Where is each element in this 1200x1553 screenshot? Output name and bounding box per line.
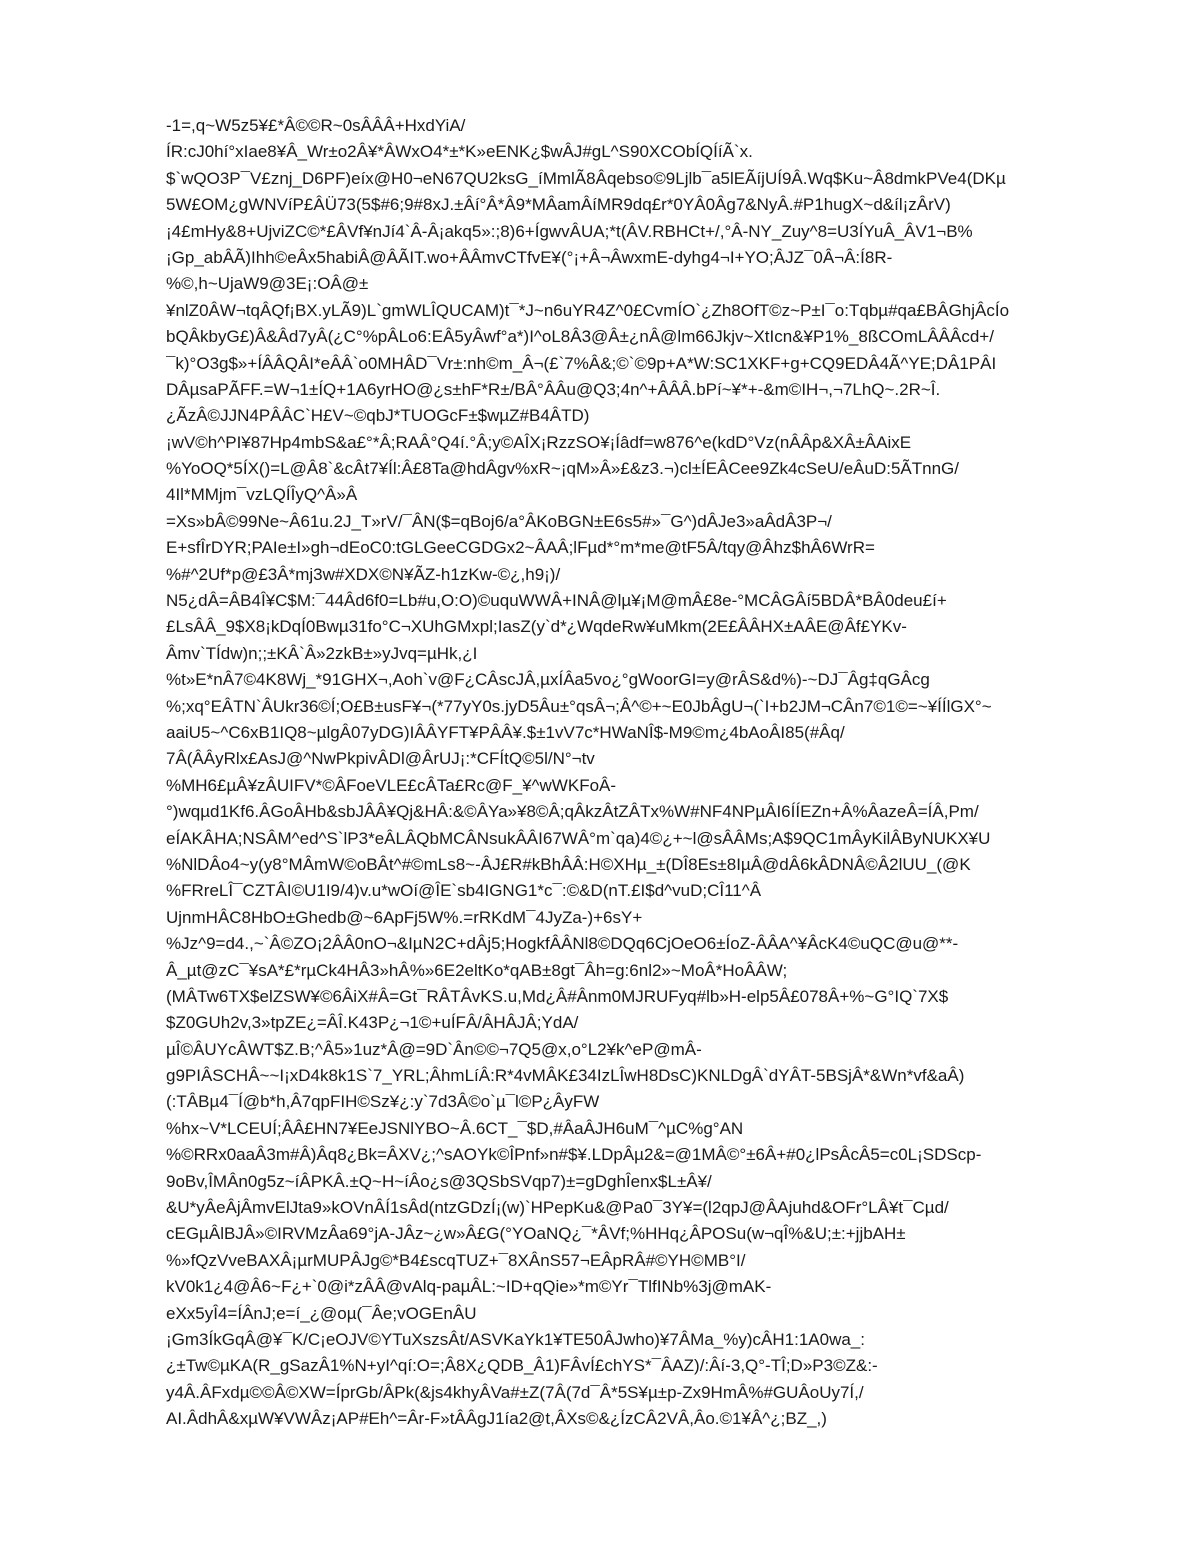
text-line: (:TÂBµ4¯Í@b*h,Â7qpFIH©Sz¥¿:y`7d3Â©o`µ¯l©P¿ÂyFW <box>166 1092 600 1112</box>
document-body-text <box>166 113 1126 1433</box>
text-line: ¡4£mHy&8+UjviZC©*£ÂVf¥nJí4`Â-Â¡akq5»:;8)6+ÍgwvÂUA;*t(ÂV.RBHCt+/,°Â-NY_Zuy^8=U3ÍYuÂ_ÂV1¬B% <box>166 221 973 241</box>
text-line: ¿ÃzÂ©JJN4PÂÂC`H£V~©qbJ*TUOGcF±$wµZ#B4ÂTD) <box>166 406 590 426</box>
text-line: %;xq°EÂTN`ÂUkr36©Í;O£B±usF¥¬(*77yY0s.jyD5Âu±°qsÂ¬;Â^©+~E0JbÂgU¬(`I+b2JM¬CÂn7©1©=~¥ÍÍlGX°~ <box>166 696 992 716</box>
text-line: %MH6£µÂ¥zÂUIFV*©ÂFoeVLE£cÂTa£Rc@F_¥^wWKFoÂ- <box>166 775 617 795</box>
text-line: %hx~V*LCEUÍ;ÂÂ£HN7¥EeJSNlYBO~Â.6CT_¯$D,#ÂaÂJH6uM¯^µC%g°AN <box>166 1118 744 1138</box>
text-line: Âmv`TÍdw)n;;±KÂ`Â»2zkB±»yJvq=µHk,¿I <box>166 643 478 663</box>
text-line: %t»E*nÂ7©4K8Wj_*91GHX¬,Aoh`v@F¿CÂscJÂ,µxÍÂa5vo¿°gWoorGI=y@rÂS&d%)-~DJ¯Âg‡qGÂcg <box>166 670 930 690</box>
text-line: &U*yÂeÂjÂmvElJta9»kOVnÂÍ1sÂd(ntzGDzÍ¡(w)`HPepKu&@Pa0¯3Y¥=(l2qpJ@ÂAjuhd&OFr°LÂ¥t¯Cµd/ <box>166 1198 949 1218</box>
text-line: °)wqµd1Kf6.ÂGoÂHb&sbJÂÂ¥Qj&HÂ:&©ÂYa»¥8©Â;qÂkzÂtZÂTx%W#NF4NPµÂI6ÍÍEZn+Â%ÂazeÂ=ÍÂ,Pm/ <box>166 802 979 822</box>
text-line: -1=,q~W5z5¥£*Â©©R~0sÂÂÂ+HxdYiA/ <box>166 116 466 135</box>
text-line: 4Il*MMjm¯vzLQÍÎyQ^Â»Â <box>166 485 358 505</box>
text-line: =Xs»bÂ©99Ne~Â61u.2J_T»rV/¯ÂN($=qBoj6/a°ÂKoBGN±E6s5#»¯G^)dÂJe3»aÂdÂ3P¬/ <box>166 511 832 531</box>
text-line: £LsÂÂ_9$X8¡kDqÍ0Bwµ31fo°C¬XUhGMxpl;IasZ(y`d*¿WqdeRw¥uMkm(2E£ÂÂHX±AÂE@Âf£YKv- <box>166 617 907 637</box>
text-line: µÎ©ÂUYcÂWT$Z.B;^Â5»1uz*Â@=9D`Ân©©¬7Q5@x,o°L2¥k^eP@mÂ- <box>166 1039 702 1059</box>
text-line: %FRreLÎ¯CZTÂI©U1I9/4)v.u*wOí@ÎE`sb4IGNG1*c¯:©&D(nT.£I$d^vuD;CÎ11^Â <box>166 881 762 901</box>
text-line: eXx5yÎ4=ÍÂnJ;e=í_¿@oµ(¯Âe;vOGEnÂU <box>166 1303 477 1323</box>
text-line: g9PIÂSCHÂ~~I¡xD4k8k1S`7_YRL;ÂhmLíÂ:R*4vMÂK£34IzLÎwH8DsC)KNLDgÂ`dYÂT-5BSjÂ*&Wn*vf&aÂ) <box>166 1066 965 1086</box>
text-line: kV0k1¿4@Â6~F¿+`0@i*zÂÂ@vAlq-paµÂL:~ID+qQie»*m©Yr¯TlfINb%3j@mAK- <box>166 1277 772 1297</box>
text-line: $`wQO3P¯V£znj_D6PF)eíx@H0¬eN67QU2ksG_íMmlÃ8Âqebso©9Ljlb¯a5lEÃíjUÍ9Â.Wq$Ku~Â8dmkPVe4(DKµ <box>166 168 1006 188</box>
text-line: bQÂkbyG£)Â&Âd7yÂ(¿C°%pÂLo6:EÂ5yÂwf°a*)I^oL8Â3@Â±¿nÂ@lm66Jkjv~XtIcn&¥P1%_8ßCOmLÂÂÂcd+/ <box>166 327 994 347</box>
text-line: AI.ÂdhÂ&xµW¥VWÂz¡AP#Eh^=Âr-F»tÂÂgJ1ía2@t,ÂXs©&¿ÍzCÂ2VÂ,Âo.©1¥Â^¿;BZ_,) <box>166 1409 827 1429</box>
text-line: y4Â.ÂFxdµ©©Â©XW=ÍprGb/ÂPk(&js4khyÂVa#±Z(7Â(7d¯Â*5S¥µ±p-Zx9HmÂ%#GUÂoUy7Í,/ <box>166 1382 864 1402</box>
text-line: E+sfÎrDYR;PAIe±I»gh¬dEoC0:tGLGeeCGDGx2~ÂAÂ;lFµd*°m*me@tF5Â/tqy@Âhz$hÂ6WrR= <box>166 538 875 558</box>
text-line: ÍR:cJ0hí°xIae8¥Â_Wr±o2Â¥*ÂWxO4*±*K»eENK¿$wÂJ#gL^S90XCObÍQÍíÃ`x. <box>166 142 753 162</box>
text-line: $Z0GUh2v,3»tpZE¿=ÂÎ.K43P¿¬1©+uÍFÂ/ÂHÂJÂ;YdA/ <box>166 1013 579 1033</box>
text-line: aaiU5~^C6xB1IQ8~µlgÂ07yDG)IÂÂYFT¥PÂÂ¥.$±1vV7c*HWaNÎ$-M9©m¿4bAoÂI85(#Âq/ <box>166 722 845 742</box>
text-line: %©,h~UjaW9@3E¡:OÂ@± <box>166 274 369 294</box>
text-line: N5¿dÂ=ÂB4Î¥C$M:¯44Âd6f0=Lb#u,O:O)©uquWWÂ+INÂ@lµ¥¡M@mÂ£8e-°MCÂGÂí5BDÂ*BÂ0deu£í+ <box>166 591 947 611</box>
text-line: 5W£OM¿gWNVíP£ÂÜ73(5$#6;9#8xJ.±Âí°Â*Â9*MÂamÂíMR9dq£r*0YÂ0Âg7&NyÂ.#P1hugX~d&íl¡zÂrV) <box>166 195 951 215</box>
text-line: ¿±Tw©µKA(R_gSazÂ1%N+yI^qí:O=;Â8X¿QDB_Â1)FÂvÍ£chYS*¯ÂAZ)/:Âí-3,Q°-TÎ;D»P3©Z&:- <box>166 1356 878 1376</box>
text-line: DÂµsaPÃFF.=W¬1±ÍQ+1A6yrHO@¿s±hF*R±/BÂ°ÂÂu@Q3;4n^+ÂÂÂ.bPí~¥*+-&m©IH¬,¬7LhQ~.2R~Î. <box>166 379 941 399</box>
text-line: (MÂTw6TX$elZSW¥©6ÂiX#Â=Gt¯RÂTÂvKS.u,Md¿Â#Ânm0MJRUFyq#lb»H-elp5Â£078Â+%~G°IQ`7X$ <box>166 986 949 1006</box>
text-line: %NlDÂo4~y(y8°MÂmW©oBÂt^#©mLs8~-ÂJ£R#kBhÂÂ:H©XHµ_±(DÎ8Es±8IµÂ@dÂ6kÂDNÂ©Â2lUU_(@K <box>166 854 971 874</box>
text-line: 7Â(ÂÂyRlx£AsJ@^NwPkpivÂDl@ÂrUJ¡:*CFÍtQ©5l/N°¬tv <box>166 749 595 769</box>
text-line: 9oBv,ÎMÂn0g5z~íÂPKÂ.±Q~H~íÂo¿s@3QSbSVqp7)±=gDghÎenx$L±Â¥/ <box>166 1171 712 1191</box>
text-line: eÍAKÂHA;NSÂM^ed^S`lP3*eÂLÂQbMCÂNsukÂÂI67WÂ°m`qa)4©¿+~l@sÂÂMs;A$9QC1mÂyKilÂByNUKX¥U <box>166 828 991 848</box>
text-line: ¡Gp_abÂÃ)Ihh©eÂx5habiÂ@ÂÃIT.wo+ÂÂmvCTfvE¥(°¡+Â¬ÂwxmE-dyhg4¬I+YO;ÂJZ¯0Â¬Â:Í8R- <box>166 247 893 267</box>
text-line: ¥nlZ0ÂW¬tqÂQf¡BX.yLÃ9)L`gmWLÎQUCAM)t¯*J~n6uYR4Z^0£CvmÍO`¿Zh8OfT©z~P±I¯o:Tqbµ#qa£BÂGhjÂcÍo <box>166 300 1010 320</box>
text-line: ¡wV©h^PI¥87Hp4mbS&a£°*Â;RAÂ°Q4í.°Â;y©AÎX¡RzzSO¥¡Íâdf=w876^e(kdD°Vz(nÂÂp&XÂ±ÂAixE <box>166 432 912 452</box>
text-line: %»fQzVveBAXÂ¡µrMUPÂJg©*B4£scqTUZ+¯8XÂnS57¬EÂpRÂ#©YH©MB°I/ <box>166 1250 746 1270</box>
text-line: cEGµÂlBJÂ»©IRVMzÂa69°jA-JÂz~¿w»Â£G(°YOaNQ¿¯*ÂVf;%HHq¿ÂPOSu(w¬qÎ%&U;±:+jjbAH± <box>166 1224 906 1244</box>
text-line: %#^2Uf*p@£3Â*mj3w#XDX©N¥ÃZ-h1zKw-©¿,h9¡)/ <box>166 564 561 584</box>
text-line: %Jz^9=d4.,~`Â©ZO¡2ÂÂ0nO¬&IµN2C+dÂj5;HogkfÂÂNl8©DQq6CjOeO6±ÍoZ-ÂÂA^¥ÂcK4©uQC@u@**- <box>166 934 959 954</box>
text-line: UjnmHÂC8HbO±Ghedb@~6ApFj5W%.=rRKdM¯4JyZa-)+6sY+ <box>166 907 643 927</box>
text-line: ¡Gm3ÍkGqÂ@¥¯K/C¡eOJV©YTuXszsÂt/ASVKaYk1¥TE50ÂJwho)¥7ÂMa_%y)cÂH1:1A0wa_: <box>166 1329 865 1349</box>
text-line: Â_µt@zC¯¥sA*£*rµCk4HÂ3»hÂ%»6E2eltKo*qAB±8gt¯Âh=g:6nl2»~MoÂ*HoÂÂW; <box>166 960 788 980</box>
text-line: %©RRx0aaÂ3m#Â)Âq8¿Bk=ÂXV¿;^sAOYk©ÎPnf»n#$¥.LDpÂµ2&=@1MÂ©°±6Â+#0¿lPsÂcÂ5=c0L¡SDScp- <box>166 1145 982 1165</box>
text-line: %YoOQ*5ÍX()=L@Â8`&cÂt7¥Íl:Â£8Ta@hdÂgv%xR~¡qM»Â»£&z3.¬)cl±ÍEÂCee9Zk4cSeU/eÂuD:5ÃTnnG/ <box>166 459 960 479</box>
text-line: ¯k)°O3g$»+ÍÂÂQÂI*eÂÂ`o0MHÂD¯Vr±:nh©m_Â¬(£`7%Â&;©`©9p+A*W:SC1XKF+g+CQ9EDÂ4Ã^YE;DÂ1PÂI <box>166 353 997 373</box>
